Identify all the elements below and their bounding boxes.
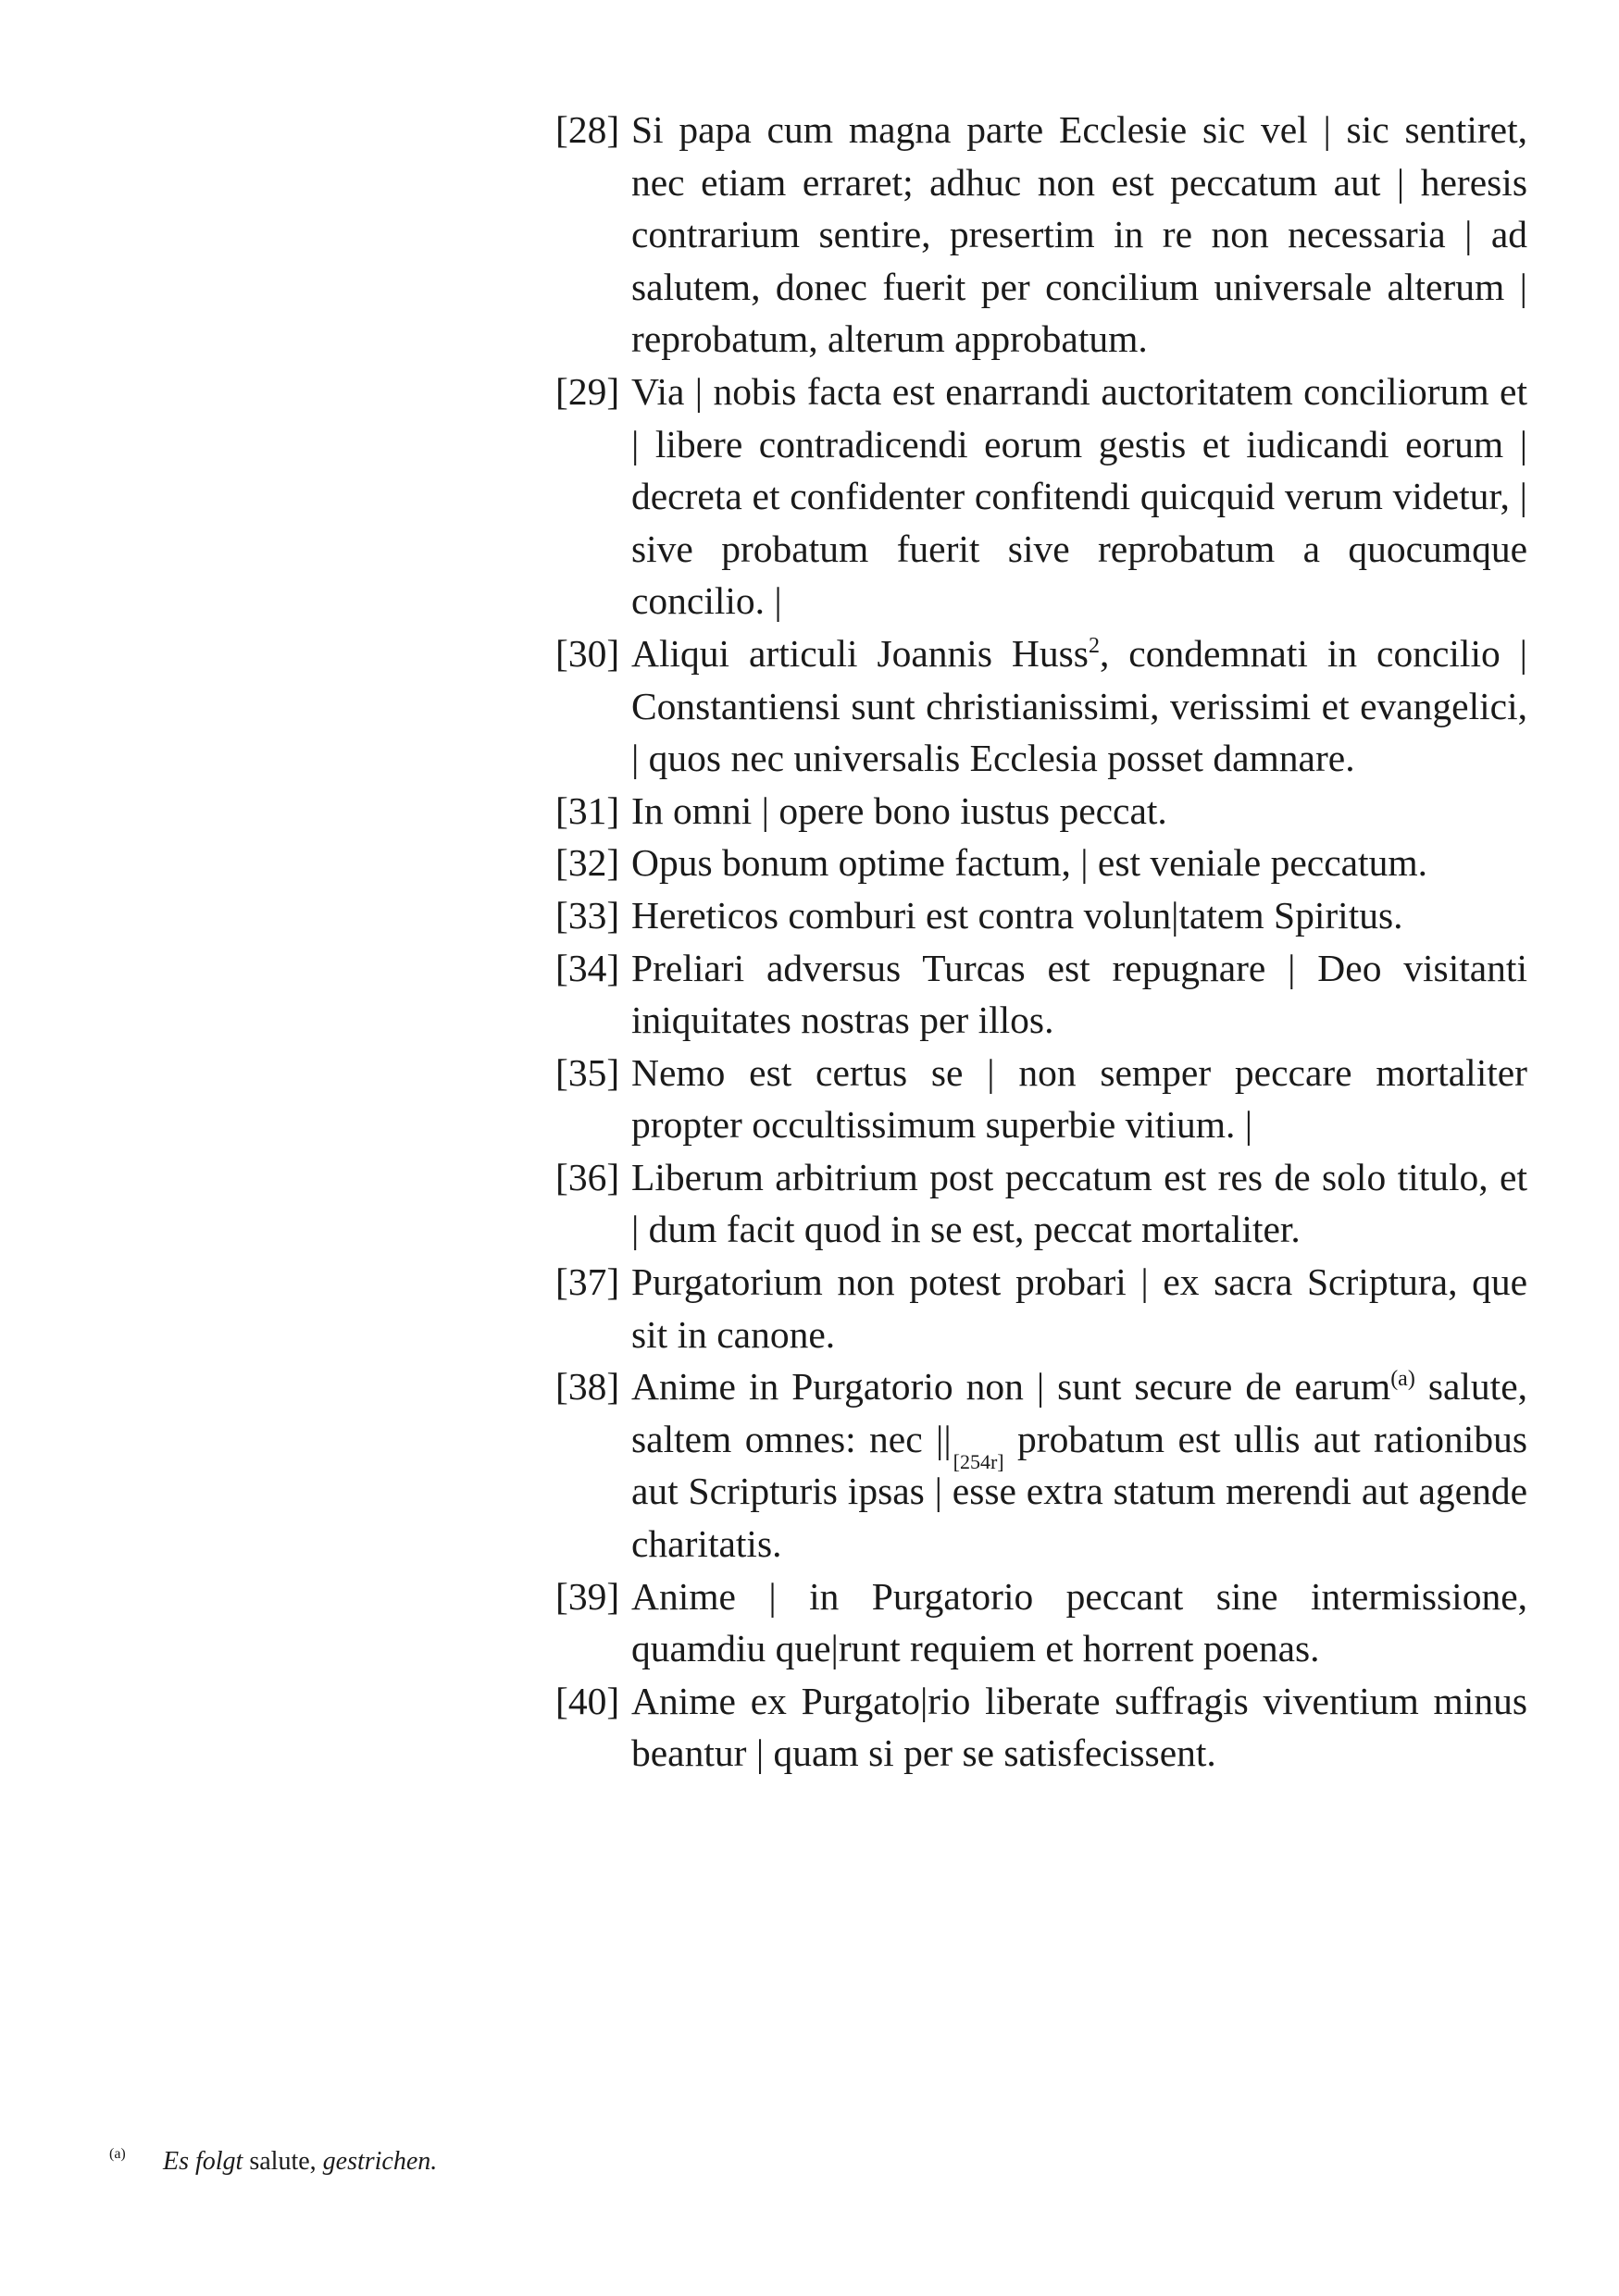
thesis-28 xyxy=(555,104,1527,366)
thesis-35 xyxy=(555,1047,1527,1151)
thesis-37 xyxy=(555,1256,1527,1360)
thesis-number: [29] xyxy=(555,369,620,413)
thesis-40 xyxy=(555,1675,1527,1780)
thesis-text: Liberum arbitrium post peccatum est res de solo titulo, et | dum facit quod in se est, peccat mortaliter. xyxy=(631,1155,1527,1251)
footnote-reference: (a) xyxy=(1390,1367,1415,1392)
thesis-text: Si papa cum magna parte Ecclesie sic vel | sic sentiret, nec etiam erraret; adhuc non est peccatum aut | heresis contrarium sentire, presertim in re non necessaria | ad salutem, donec fuerit per concilium universale alterum | reprobatum, alterum approbatum. xyxy=(631,108,1527,361)
footnote-mark: (a) xyxy=(109,2146,126,2162)
thesis-38 xyxy=(555,1360,1527,1570)
footnote-italic-2: gestrichen. xyxy=(322,2147,438,2176)
thesis-33 xyxy=(555,889,1527,942)
thesis-32 xyxy=(555,837,1527,889)
thesis-text: Preliari adversus Turcas est repugnare | Deo visitanti iniquitates nostras per illos. xyxy=(631,946,1527,1042)
thesis-number: [30] xyxy=(555,631,620,675)
thesis-text: In omni | opere bono iustus peccat. xyxy=(631,788,1167,832)
thesis-number: [36] xyxy=(555,1155,620,1198)
thesis-number: [40] xyxy=(555,1679,620,1722)
thesis-number: [37] xyxy=(555,1260,620,1304)
thesis-number: [35] xyxy=(555,1050,620,1094)
thesis-text: Anime in Purgatorio non | sunt secure de earum$^{(a)}$ salute, saltem omnes: nec $||_{[254r]}$ probatum est ullis aut rationibus aut Scripturis ipsas | esse extra statum merendi aut agende charitatis. xyxy=(631,1365,1527,1566)
thesis-number: [34] xyxy=(555,946,620,989)
thesis-number: [33] xyxy=(555,893,620,937)
thesis-text: Via | nobis facta est enarrandi auctoritatem conciliorum et | libere contradicendi eorum gestis et iudicandi eorum | decreta et confidenter confitendi quicquid verum videtur, | sive probatum fuerit sive reprobatum a quocumque concilio. | xyxy=(631,369,1527,623)
thesis-text: Purgatorium non potest probari | ex sacra Scriptura, que sit in canone. xyxy=(631,1260,1527,1356)
thesis-number: [38] xyxy=(555,1365,620,1409)
thesis-30 xyxy=(555,627,1527,785)
thesis-text: Hereticos comburi est contra volun|tatem Spiritus. xyxy=(631,893,1403,937)
thesis-number: [39] xyxy=(555,1574,620,1618)
footnote-reference: 2 xyxy=(1088,634,1100,659)
thesis-39 xyxy=(555,1570,1527,1675)
footnote-italic-1: Es folgt xyxy=(163,2147,243,2176)
footnote-a xyxy=(109,2143,437,2184)
thesis-number: [32] xyxy=(555,841,620,885)
thesis-text: Aliqui articuli Joannis Huss$^2$, condemnati in concilio | Constantiensi sunt christianissimi, verissimi et evangelici, | quos nec universalis Ecclesia posset damnare. xyxy=(631,631,1527,780)
thesis-29 xyxy=(555,366,1527,627)
thesis-36 xyxy=(555,1151,1527,1256)
thesis-number: [28] xyxy=(555,108,620,151)
folio-marker: [254r] xyxy=(953,1449,1004,1473)
footnote-plain: salute, xyxy=(243,2147,323,2176)
thesis-text: Anime | in Purgatorio peccant sine intermissione, quamdiu que|runt requiem et horrent poenas. xyxy=(631,1574,1527,1670)
thesis-number: [31] xyxy=(555,788,620,832)
theses-list xyxy=(555,104,1527,1780)
thesis-31 xyxy=(555,785,1527,838)
thesis-text: Opus bonum optime factum, | est veniale peccatum. xyxy=(631,841,1427,885)
thesis-text: Nemo est certus se | non semper peccare mortaliter propter occultissimum superbie vitium. | xyxy=(631,1050,1527,1147)
thesis-text: Anime ex Purgato|rio liberate suffragis viventium minus beantur | quam si per se satisfecissent. xyxy=(631,1679,1527,1775)
thesis-34 xyxy=(555,942,1527,1047)
